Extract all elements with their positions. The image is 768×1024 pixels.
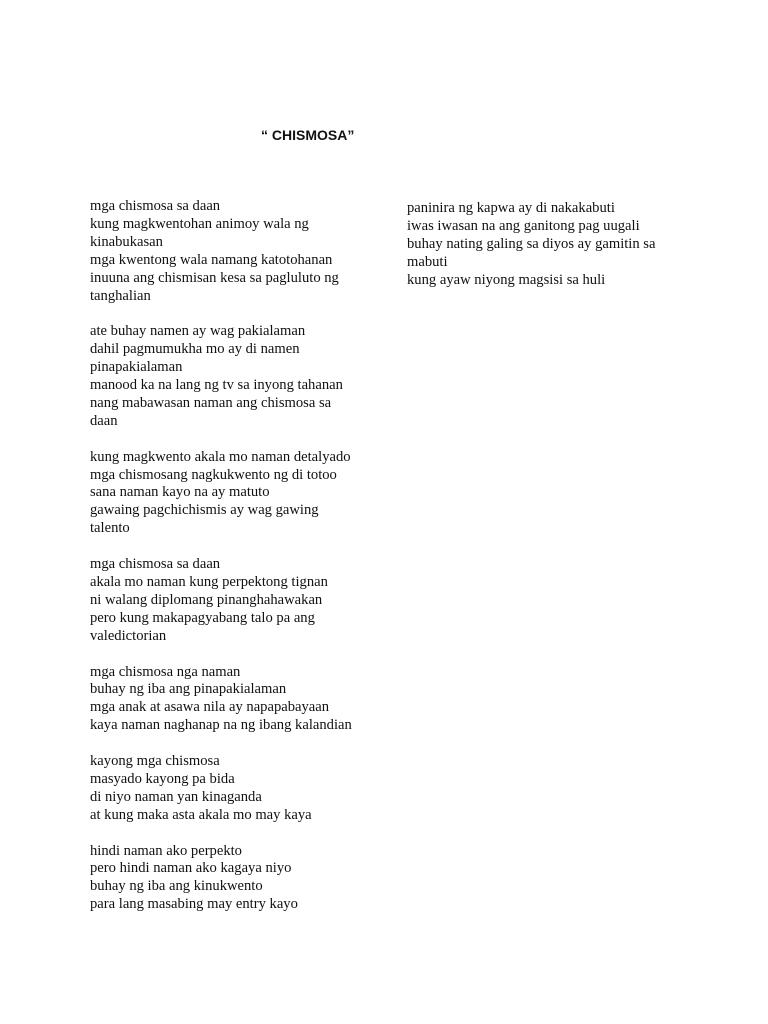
poem-line: ni walang diplomang pinanghahawakan — [90, 591, 323, 608]
poem-line: buhay nating galing sa diyos ay gamitin sa — [407, 235, 656, 252]
poem-line: gawaing pagchichismis ay wag gawing — [90, 502, 319, 519]
poem-line: at kung maka asta akala mo may kaya — [90, 806, 312, 823]
poem-line: kung magkwentohan animoy wala ng — [90, 215, 309, 232]
poem-line: ate buhay namen ay wag pakialaman — [90, 323, 306, 340]
poem-line: buhay ng iba ang pinapakialaman — [90, 681, 287, 698]
right-column — [407, 200, 697, 307]
poem-line: para lang masabing may entry kayo — [90, 896, 298, 913]
poem-line: buhay ng iba ang kinukwento — [90, 878, 263, 895]
poem-line: kung ayaw niyong magsisi sa huli — [407, 271, 606, 288]
stanza — [90, 449, 380, 539]
poem-line: hindi naman ako perpekto — [90, 842, 242, 859]
stanza — [90, 843, 380, 915]
poem-line: kayong mga chismosa — [90, 753, 220, 770]
poem-line: inuuna ang chismisan kesa sa pagluluto ng — [90, 269, 339, 286]
poem-line: pero hindi naman ako kagaya niyo — [90, 860, 292, 877]
poem-line: pero kung makapagyabang talo pa ang — [90, 609, 315, 626]
poem-line: mga chismosa sa daan — [90, 556, 221, 573]
poem-line: daan — [90, 412, 118, 429]
poem-line: masyado kayong pa bida — [90, 770, 235, 787]
poem-line: mga chismosang nagkukwento ng di totoo — [90, 466, 337, 483]
poem-line: valedictorian — [90, 627, 167, 644]
poem-line: mga chismosa nga naman — [90, 663, 241, 680]
left-column — [90, 198, 380, 932]
poem-line: nang mabawasan naman ang chismosa sa — [90, 394, 332, 411]
poem-line: kaya naman naghanap na ng ibang kalandian — [90, 717, 352, 734]
stanza — [90, 198, 380, 305]
poem-line: mga chismosa sa daan — [90, 198, 221, 214]
poem-line: talento — [90, 520, 130, 537]
stanza — [90, 323, 380, 430]
poem-line: iwas iwasan na ang ganitong pag uugali — [407, 217, 640, 234]
poem-title: “ CHISMOSA” — [261, 127, 355, 143]
poem-line: manood ka na lang ng tv sa inyong tahanan — [90, 377, 343, 394]
poem-line: akala mo naman kung perpektong tignan — [90, 573, 328, 590]
poem-line: sana naman kayo na ay matuto — [90, 484, 270, 501]
poem-line: di niyo naman yan kinaganda — [90, 788, 262, 805]
stanza — [90, 664, 380, 736]
poem-line: kinabukasan — [90, 233, 163, 250]
stanza — [407, 200, 697, 290]
poem-line: mabuti — [407, 253, 448, 270]
poem-line: pinapakialaman — [90, 359, 183, 376]
poem-line: tanghalian — [90, 287, 151, 304]
stanza — [90, 556, 380, 646]
poem-line: paninira ng kapwa ay di nakakabuti — [407, 200, 615, 216]
poem-line: mga kwentong wala namang katotohanan — [90, 251, 333, 268]
stanza — [90, 753, 380, 825]
poem-line: kung magkwento akala mo naman detalyado — [90, 448, 351, 465]
poem-line: dahil pagmumukha mo ay di namen — [90, 341, 300, 358]
poem-line: mga anak at asawa nila ay napapabayaan — [90, 699, 330, 716]
